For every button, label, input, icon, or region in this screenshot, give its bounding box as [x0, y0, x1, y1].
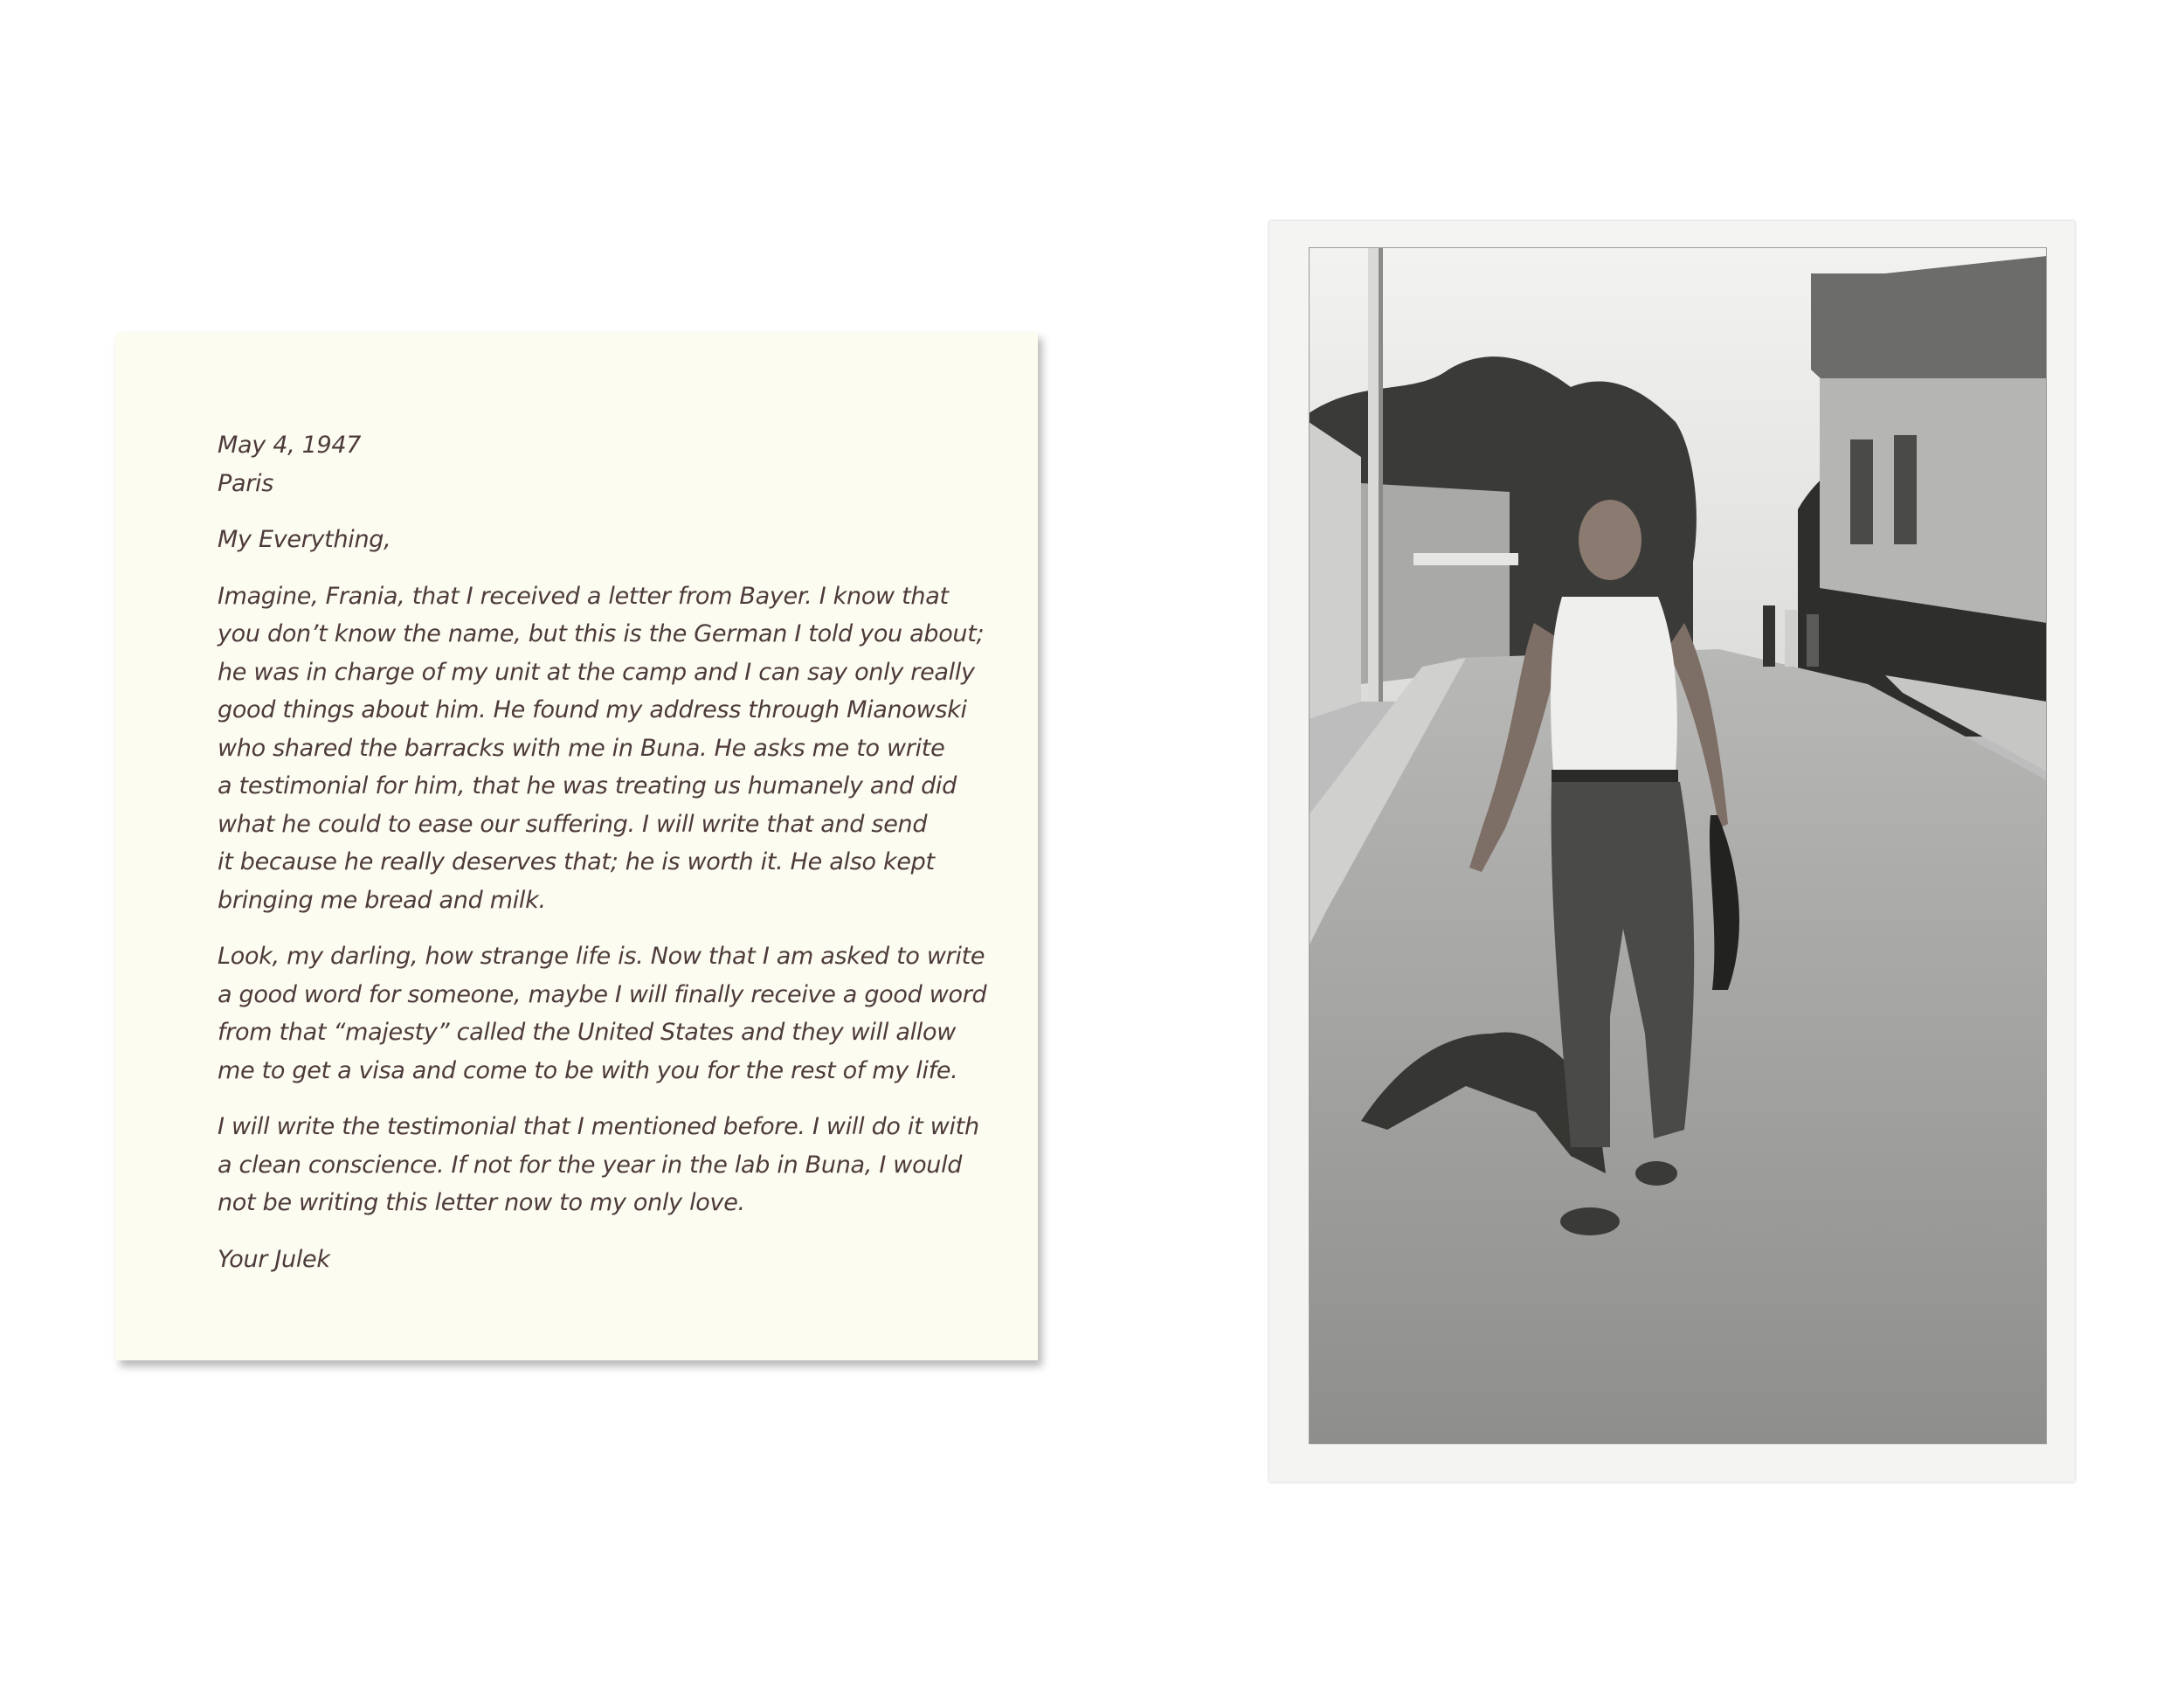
paragraph-line: a clean conscience. If not for the year in the lab in Buna, I would — [218, 1151, 963, 1179]
man-undershirt — [1551, 597, 1677, 771]
paragraph-line: I will write the testimonial that I mentioned before. I will do it with — [218, 1113, 979, 1140]
letter-paragraph-3 — [218, 1108, 1004, 1222]
paragraph-line: a testimonial for him, that he was treating us humanely and did — [218, 772, 957, 799]
paragraph-line: me to get a visa and come to be with you for the rest of my life. — [218, 1056, 958, 1084]
letter-date: May 4, 1947 — [218, 432, 362, 459]
letter-card — [115, 332, 1038, 1360]
paragraph-line: from that “majesty” called the United States and they will allow — [218, 1019, 956, 1046]
distant-person — [1763, 605, 1775, 667]
man-head — [1579, 500, 1641, 580]
letter-place: Paris — [218, 469, 273, 497]
letter-signature: Your Julek — [218, 1245, 330, 1273]
distant-person — [1785, 610, 1797, 667]
letter-body — [218, 426, 1004, 1278]
right-window — [1894, 435, 1917, 544]
paragraph-line: Imagine, Frania, that I received a letter from Bayer. I know that — [218, 582, 949, 610]
paragraph-line: who shared the barracks with me in Buna. He asks me to write — [218, 734, 945, 762]
distant-person — [1807, 614, 1819, 667]
left-building — [1309, 422, 1361, 719]
paragraph-line: a good word for someone, maybe I will finally receive a good word — [218, 980, 987, 1008]
left-shop — [1361, 483, 1510, 684]
letter-paragraph-1 — [218, 578, 1004, 920]
paragraph-line: good things about him. He found my address through Mianowski — [218, 696, 967, 723]
paragraph-line: you don’t know the name, but this is the German I told you about; — [218, 620, 985, 647]
paragraph-line: not be writing this letter now to my only love. — [218, 1189, 745, 1216]
paragraph-line: bringing me bread and milk. — [218, 886, 546, 914]
paragraph-line: he was in charge of my unit at the camp and I can say only really — [218, 658, 975, 686]
photo-print — [1269, 221, 2075, 1482]
man-left-shoe — [1560, 1207, 1620, 1235]
man-belt — [1552, 770, 1678, 784]
man-right-shoe — [1635, 1161, 1677, 1186]
paragraph-line: it because he really deserves that; he is worth it. He also kept — [218, 848, 935, 875]
street-photograph — [1309, 247, 2047, 1444]
letter-salutation: My Everything, — [218, 526, 391, 553]
pole-shadow — [1379, 247, 1383, 702]
letter-paragraph-2 — [218, 937, 1004, 1090]
paragraph-line: what he could to ease our suffering. I will write that and send — [218, 810, 928, 838]
right-window — [1850, 439, 1873, 544]
paragraph-line: Look, my darling, how strange life is. Now that I am asked to write — [218, 943, 985, 970]
left-awning — [1413, 553, 1518, 565]
